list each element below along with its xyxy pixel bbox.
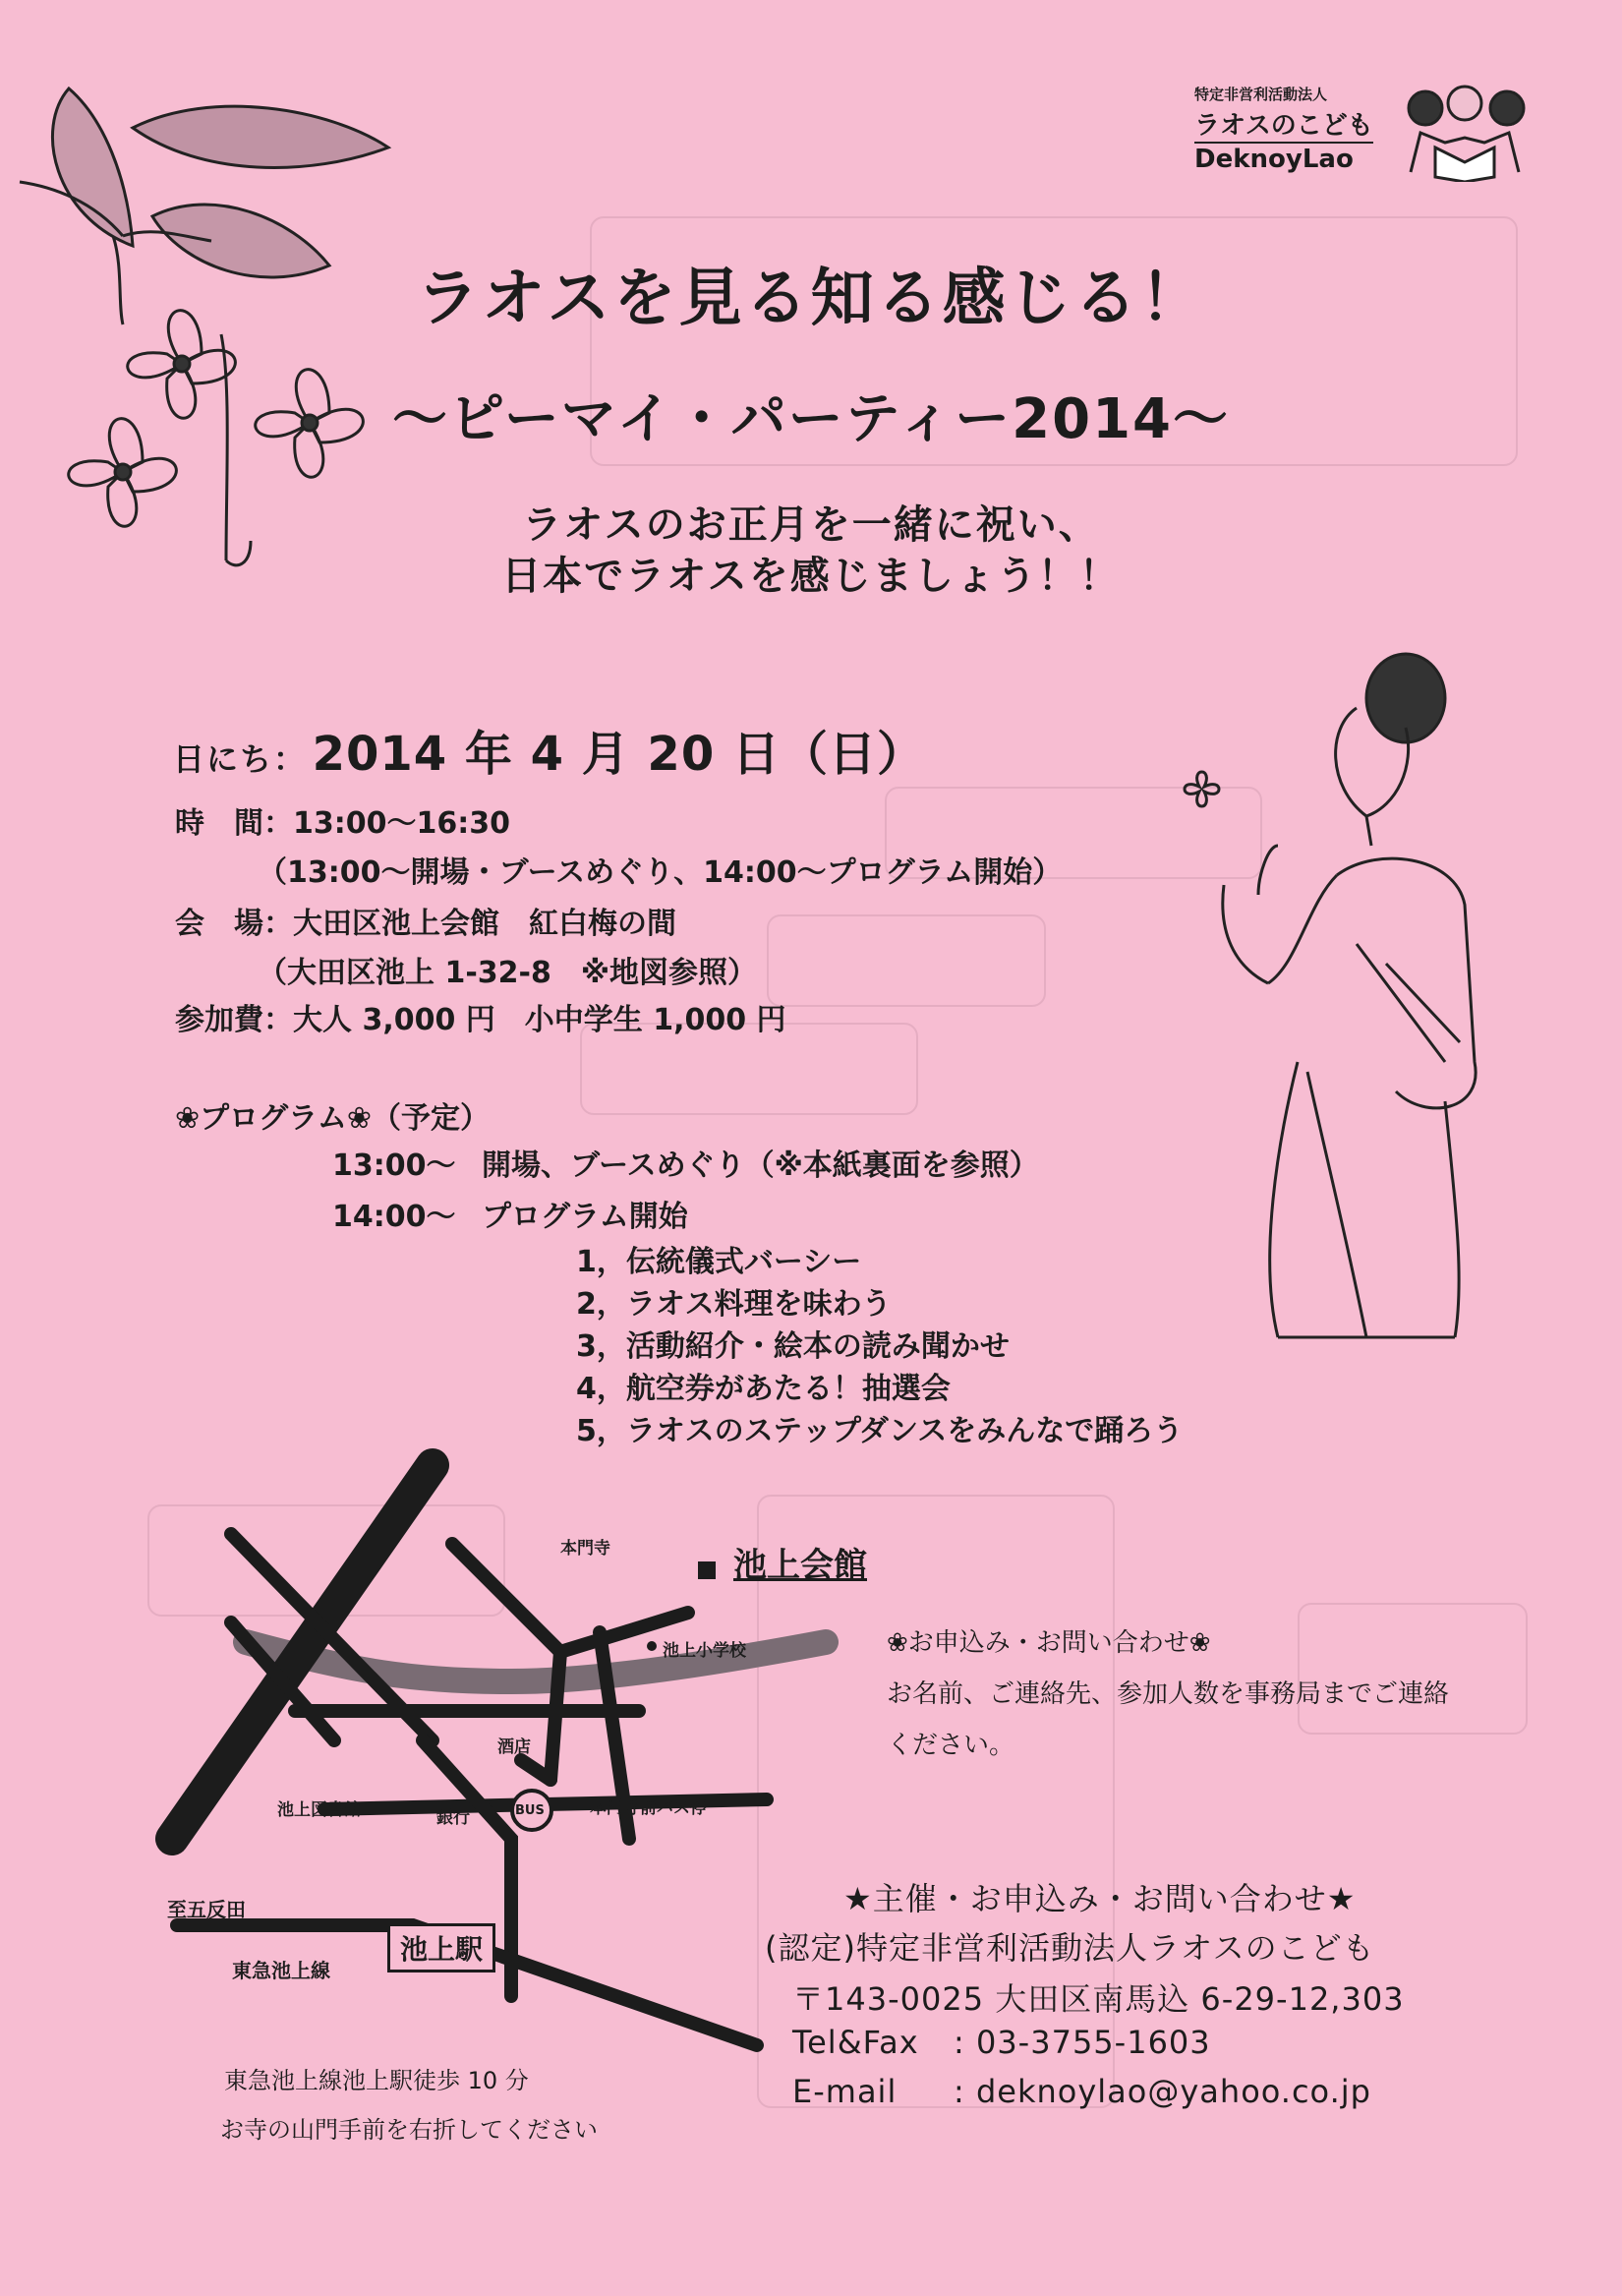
venue-marker — [698, 1561, 716, 1579]
main-title: ラオスを見る知る感じる！ — [416, 263, 1206, 335]
contact-email-label: E-mail — [792, 2073, 898, 2110]
schedule-desc-1: 開場、ブースめぐり（※本紙裏面を参照） — [482, 1148, 1039, 1183]
map-station-label: 池上駅 — [387, 1923, 495, 1972]
org-logo-subtitle: 特定非営利活動法人 — [1194, 86, 1328, 103]
bleed-through-box — [767, 914, 1046, 1007]
map-direction-label: 至五反田 — [167, 1898, 246, 1921]
map-line-label: 東急池上線 — [232, 1959, 330, 1982]
program-heading: ❀プログラム❀（予定） — [175, 1101, 490, 1136]
program-item: 4，航空券があたる！抽選会 — [576, 1372, 951, 1406]
venue-label: 会 場： — [175, 907, 293, 941]
tagline-line-1: ラオスのお正月を一緒に祝い、 — [522, 502, 1100, 548]
turn-note: お寺の山門手前を右折してください — [220, 2116, 598, 2144]
time-value: 13:00～16:30 — [293, 806, 510, 841]
program-item: 1，伝統儀式バーシー — [576, 1245, 862, 1279]
walk-note: 東急池上線池上駅徒歩 10 分 — [224, 2067, 529, 2094]
map-bus-stop-label: 本門寺前バス停 — [590, 1798, 707, 1818]
fee-value: 大人 3,000 円 小中学生 1,000 円 — [293, 1003, 786, 1037]
date-label: 日にち： — [173, 740, 308, 778]
venue-value: 大田区池上会館 紅白梅の間 — [293, 907, 676, 941]
contact-address: 〒143-0025 大田区南馬込 6-29-12,303 — [792, 1980, 1405, 2018]
map-bank-label: 銀行 — [436, 1808, 470, 1828]
map-school-label: 池上小学校 — [663, 1641, 746, 1661]
main-road-diagonal — [172, 1465, 433, 1839]
event-date-row — [173, 716, 925, 784]
event-subtitle: ～ピーマイ・パーティー2014～ — [391, 387, 1231, 451]
contact-email-value[interactable]: : deknoylao@yahoo.co.jp — [954, 2073, 1371, 2110]
time-row — [175, 798, 510, 842]
fee-label: 参加費： — [175, 1003, 293, 1037]
org-logo — [1194, 84, 1534, 187]
inquiry-heading: ❀お申込み・お問い合わせ❀ — [887, 1628, 1211, 1658]
fee-row — [175, 995, 786, 1038]
map-venue-label: 池上会館 — [733, 1546, 867, 1585]
map-library-label: 池上図書館 — [277, 1800, 361, 1820]
time-note: （13:00～開場・ブースめぐり、14:00～プログラム開始） — [258, 855, 1063, 890]
tagline-line-2: 日本でラオスを感じましょう！！ — [501, 554, 1121, 599]
bleed-through-box — [1298, 1603, 1528, 1735]
bus-icon: BUS — [515, 1803, 545, 1818]
schedule-desc-2: プログラム開始 — [482, 1200, 688, 1234]
program-item: 5，ラオスのステップダンスをみんなで踊ろう — [576, 1414, 1184, 1448]
venue-note: （大田区池上 1-32-8 ※地図参照） — [258, 956, 758, 990]
venue-row — [175, 899, 676, 942]
contact-tel-value[interactable]: : 03-3755-1603 — [954, 2024, 1211, 2061]
inquiry-line-2: ください。 — [887, 1731, 1015, 1760]
map-temple-label: 本門寺 — [560, 1539, 610, 1559]
time-label: 時 間： — [175, 806, 293, 841]
lao-woman-illustration — [1130, 649, 1504, 1357]
contact-org: (認定)特定非営利活動法人ラオスのこども — [765, 1929, 1375, 1967]
org-logo-name: ラオスのこども — [1194, 105, 1373, 144]
contact-heading: ★主催・お申込み・お問い合わせ★ — [843, 1880, 1357, 1917]
date-value: 2014 年 4 月 20 日（日） — [312, 727, 925, 782]
school-dot — [647, 1641, 657, 1651]
contact-tel-label: Tel&Fax — [792, 2024, 919, 2061]
map-liquor-label: 酒店 — [497, 1737, 531, 1757]
children-reading-icon — [1391, 84, 1534, 182]
program-item: 2，ラオス料理を味わう — [576, 1287, 892, 1322]
org-logo-latin: DeknoyLao — [1194, 145, 1354, 174]
schedule-time-2: 14:00～ — [332, 1200, 456, 1234]
program-item: 3，活動紹介・絵本の読み聞かせ — [576, 1329, 1010, 1364]
schedule-time-1: 13:00～ — [332, 1148, 456, 1183]
inquiry-line-1: お名前、ご連絡先、参加人数を事務局までご連絡 — [887, 1679, 1450, 1709]
